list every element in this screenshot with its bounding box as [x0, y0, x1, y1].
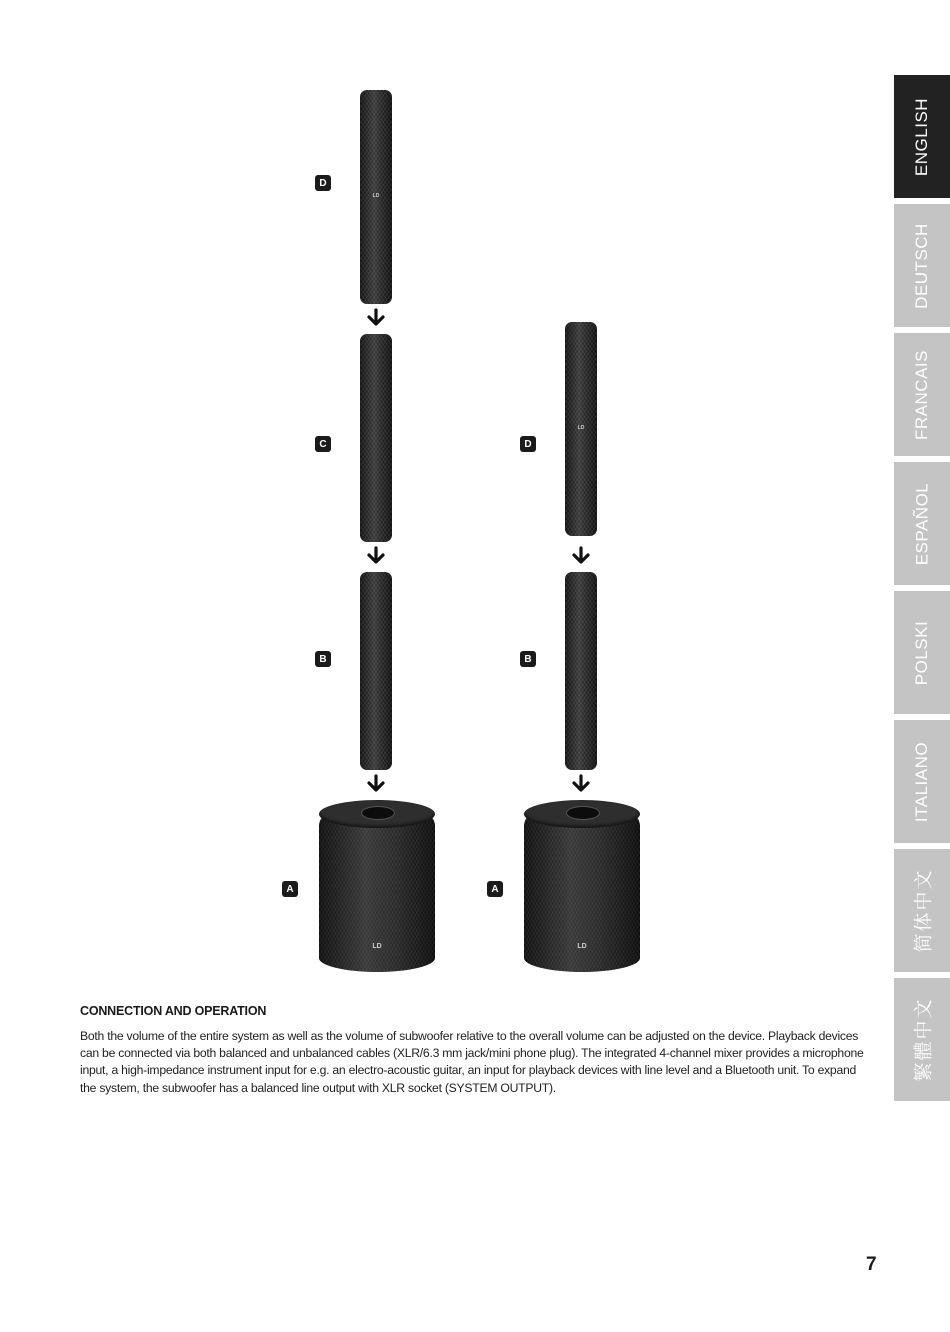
tab-label: ESPAÑOL — [912, 482, 931, 565]
column-segment-d — [360, 90, 392, 304]
tab-label: 繁體中文 — [912, 997, 935, 1082]
column-segment-b — [360, 572, 392, 770]
tab-italiano[interactable] — [894, 720, 950, 843]
label-badge-d: D — [315, 175, 331, 191]
tab-espanol[interactable] — [894, 462, 950, 585]
tab-label: POLSKI — [912, 620, 932, 685]
tab-simplified-chinese[interactable] — [894, 849, 950, 972]
down-arrow-icon — [366, 308, 386, 328]
tab-deutsch[interactable] — [894, 204, 950, 327]
speaker-logo: LD — [577, 943, 587, 950]
label-badge-c: C — [315, 436, 331, 452]
subwoofer-a — [319, 800, 435, 972]
down-arrow-icon — [366, 546, 386, 566]
down-arrow-icon — [571, 774, 591, 794]
tab-label: 简体中文 — [912, 868, 935, 953]
tab-label: FRANCAIS — [912, 349, 931, 440]
tab-traditional-chinese[interactable] — [894, 978, 950, 1101]
label-badge-b: B — [520, 651, 536, 667]
label-badge-a: A — [487, 881, 503, 897]
body-paragraph: Both the volume of the entire system as well as the volume of subwoofer relative to the overall volume can be adjusted on the device. Playback devices can be connected via both balanced and unbalanced cables (XLR/6.3 mm jack/mini phone plug). The integrated 4-channel mixer provides a microphone input, a high-impedance instrument input for e.g. an electro-acoustic guitar, an input for playback devices with line level and a Bluetooth unit. To expand the system, the subwoofer has a balanced line output with XLR socket (SYSTEM OUTPUT). — [80, 1029, 864, 1095]
page-number: 7 — [866, 1254, 877, 1275]
down-arrow-icon — [571, 546, 591, 566]
column-segment-d — [565, 322, 597, 536]
tab-polski[interactable] — [894, 591, 950, 714]
tab-label: ITALIANO — [912, 741, 932, 822]
label-badge-a: A — [282, 881, 298, 897]
tab-label: ENGLISH — [912, 97, 932, 176]
section-heading: CONNECTION AND OPERATION — [80, 1004, 267, 1018]
tab-label: DEUTSCH — [912, 222, 932, 309]
label-badge-d: D — [520, 436, 536, 452]
column-segment-c — [360, 334, 392, 542]
speaker-logo: LD — [372, 943, 382, 950]
down-arrow-icon — [366, 774, 386, 794]
tab-english[interactable] — [894, 75, 950, 198]
speaker-logo: LD — [577, 425, 585, 431]
speaker-logo: LD — [372, 193, 380, 199]
label-badge-b: B — [315, 651, 331, 667]
column-segment-b — [565, 572, 597, 770]
subwoofer-a — [524, 800, 640, 972]
tab-francais[interactable] — [894, 333, 950, 456]
